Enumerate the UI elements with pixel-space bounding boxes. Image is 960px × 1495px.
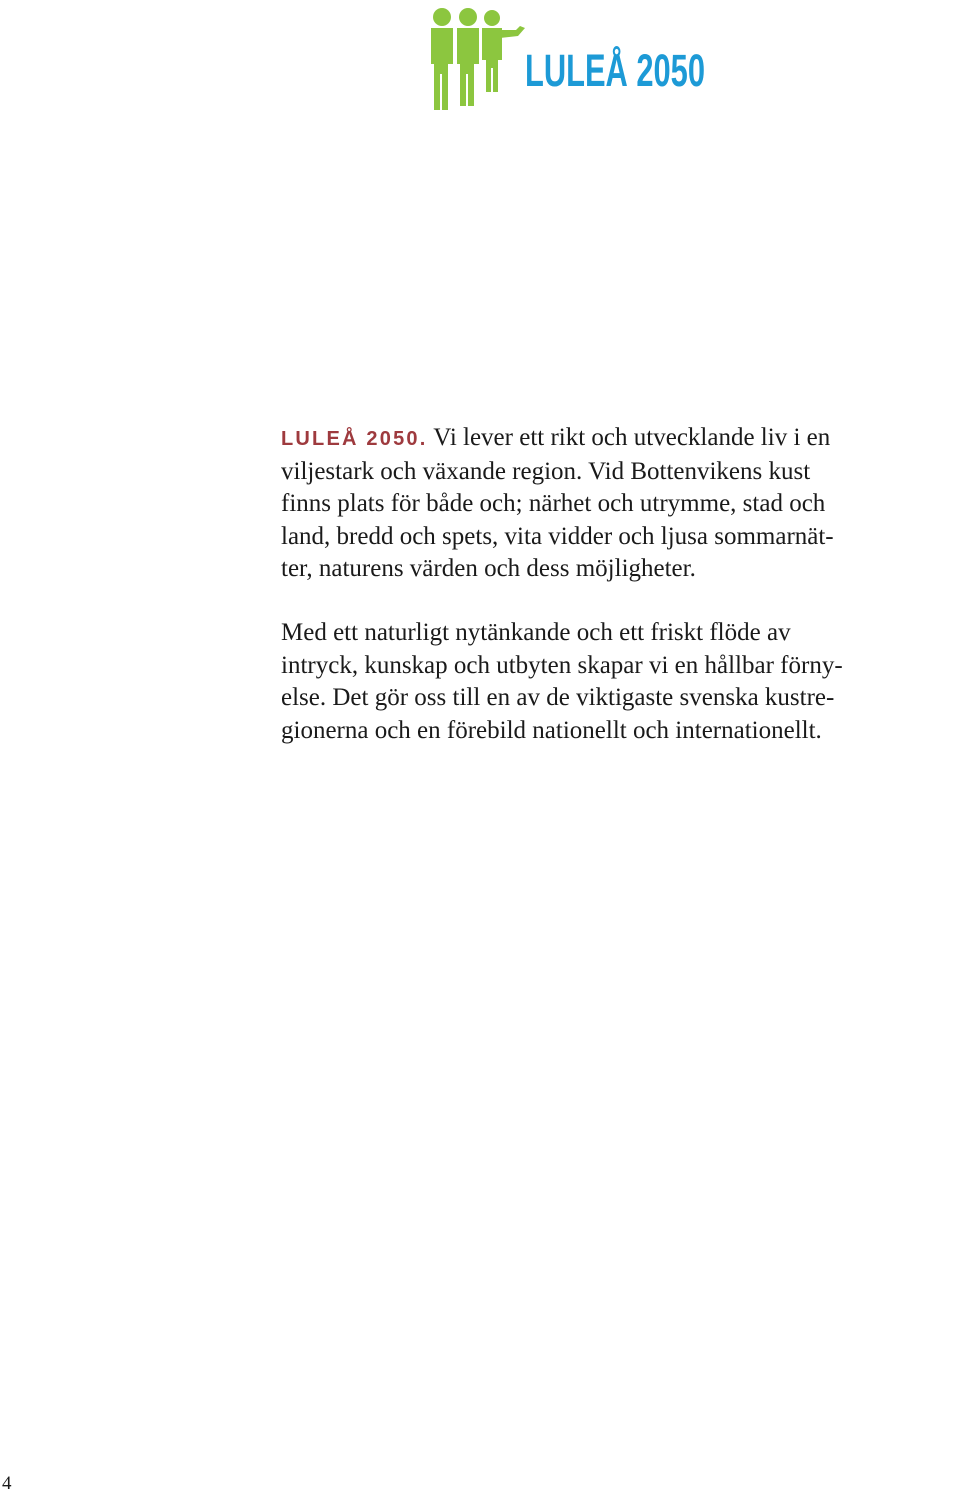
paragraph-intro [281, 422, 953, 586]
paragraph-second [281, 617, 953, 747]
text-line: ter, naturens värden och dess möjligheter. [281, 555, 696, 583]
lulea-2050-logo [428, 6, 708, 112]
text-line: intryck, kunskap och utbyten skapar vi en hållbar förny- [281, 651, 843, 679]
logo-wordmark: LULEÅ 2050 [525, 45, 705, 96]
text-line: land, bredd och spets, vita vidder och ljusa sommarnät- [281, 522, 834, 550]
text-line: Med ett naturligt nytänkande och ett friskt flöde av [281, 618, 791, 646]
text-line-content: Vi lever ett rikt och utvecklande liv i en [427, 424, 831, 451]
text-line: finns plats för både och; närhet och utrymme, stad och [281, 490, 826, 518]
text-line [281, 422, 953, 456]
article-body [281, 422, 953, 778]
people-figures-icon [431, 8, 525, 110]
text-line: else. Det gör oss till en av de viktigaste svenska kustre- [281, 684, 835, 712]
text-line: viljestark och växande region. Vid Bottenvikens kust [281, 457, 811, 485]
text-line: gionerna och en förebild nationellt och internationellt. [281, 716, 822, 744]
lead-heading: LULEÅ 2050. [281, 428, 428, 450]
page-number: 4 [2, 1473, 12, 1494]
